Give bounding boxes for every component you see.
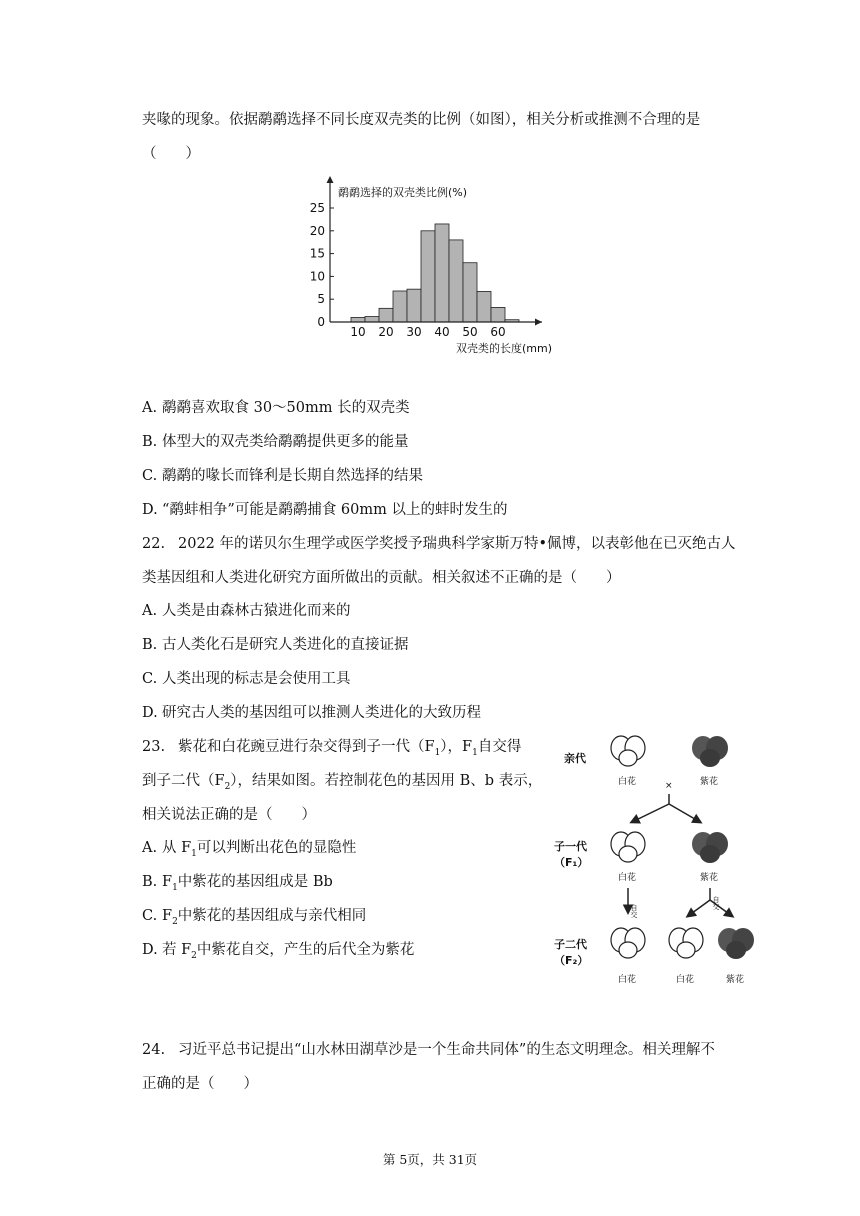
- x-tick-label-60: 60: [490, 325, 506, 339]
- f1-purple-self-label: 自交: [712, 896, 720, 910]
- y-axis-label: 鹬鹬选择的双壳类比例(%): [338, 186, 468, 199]
- histogram-bar-9: [477, 291, 491, 322]
- x-axis-label: 双壳类的长度(mm): [455, 342, 552, 355]
- histogram-bar-10: [491, 307, 505, 322]
- f2-purple-flower-icon: [718, 928, 754, 959]
- q22-stem-line2: 类基因组和人类进化研究方面所做出的贡献。相关叙述不正确的是（ ）: [142, 570, 621, 586]
- y-tick-label-10: 10: [309, 269, 325, 284]
- histogram-bar-5: [421, 231, 435, 322]
- histogram-bar-7: [449, 240, 463, 322]
- x-tick-label-20: 20: [378, 325, 394, 339]
- pea-cross-diagram: [550, 732, 770, 994]
- shell-length-histogram: [306, 172, 558, 358]
- q22-option-a: A. 人类是由森林古猿进化而来的: [142, 603, 351, 619]
- f2-white-flower-2-icon: [669, 928, 703, 958]
- f2-purple-label: 紫花: [726, 975, 745, 985]
- parent-purple-flower-icon: [692, 736, 728, 767]
- q21-stem-line1: 夹喙的现象。依据鹬鹬选择不同长度双壳类的比例（如图），相关分析或推测不合理的是: [142, 112, 701, 128]
- q21-option-b: B. 体型大的双壳类给鹬鹬提供更多的能量: [142, 434, 409, 450]
- parent-purple-label: 紫花: [700, 777, 719, 787]
- y-axis-arrow: [327, 176, 334, 183]
- q22-option-d: D. 研究古人类的基因组可以推测人类进化的大致历程: [142, 705, 481, 721]
- f1-white-self-label: 自交: [630, 904, 638, 918]
- q22-option-c: C. 人类出现的标志是会使用工具: [142, 671, 351, 687]
- q23-option-a: A. 从 $F_1$可以判断出花色的显隐性: [142, 840, 357, 859]
- f1-white-label: 白花: [618, 873, 637, 883]
- generation-f2-label: 子二代: [554, 938, 587, 951]
- q23-stem-line2: 到子二代$(F_2)$，结果如图。若控制花色的基因用 B、b 表示，: [142, 773, 543, 792]
- f2-white-label: 白花: [618, 975, 637, 985]
- y-tick-label-15: 15: [309, 246, 325, 261]
- generation-parent-label: 亲代: [564, 752, 586, 765]
- f2-white-label-2: 白花: [676, 975, 695, 985]
- y-tick-label-5: 5: [317, 292, 325, 307]
- histogram-bar-1: [365, 317, 379, 322]
- f1-white-flower-icon: [611, 832, 645, 862]
- histogram-bar-8: [463, 263, 477, 322]
- q23-option-d: D. 若 $F_2$中紫花自交，产生的后代全为紫花: [142, 942, 415, 961]
- f1-purple-flower-icon: [692, 832, 728, 863]
- f2-white-flower-icon: [611, 928, 645, 958]
- q24-stem-line1: 24. 习近平总书记提出“山水林田湖草沙是一个生命共同体”的生态文明理念。相关理解不: [142, 1042, 715, 1058]
- generation-f2-code: （F₂）: [554, 954, 589, 967]
- q21-option-d: D. “鹬蚌相争”可能是鹬鹬捕食 60mm 以上的蚌时发生的: [142, 502, 508, 518]
- q23-option-c: C. $F_2$中紫花的基因组成与亲代相同: [142, 908, 367, 927]
- y-tick-label-20: 20: [309, 223, 325, 238]
- q21-option-c: C. 鹬鹬的喙长而锋利是长期自然选择的结果: [142, 468, 423, 484]
- y-tick-label-0: 0: [317, 315, 325, 329]
- histogram-bar-6: [435, 224, 449, 322]
- y-tick-label-25: 25: [309, 201, 325, 215]
- page-footer: 第 5页，共 31页: [382, 1152, 478, 1167]
- x-tick-label-40: 40: [434, 325, 450, 339]
- f1-purple-label: 紫花: [700, 873, 719, 883]
- histogram-bar-2: [379, 308, 393, 322]
- parent-white-label: 白花: [618, 777, 637, 787]
- q21-stem-line2: （ ）: [142, 146, 200, 162]
- x-axis-arrow: [535, 319, 542, 326]
- q23-stem-line1: 23. 紫花和白花豌豆进行杂交得到子一代$(F_1)$，$F_1$自交得: [142, 739, 522, 758]
- generation-f1-code: （F₁）: [554, 856, 589, 869]
- x-tick-label-30: 30: [406, 325, 422, 339]
- x-tick-label-50: 50: [462, 325, 478, 339]
- histogram-bar-4: [407, 289, 421, 322]
- x-tick-label-10: 10: [350, 325, 366, 339]
- q21-option-a: A. 鹬鹬喜欢取食 30～50mm 长的双壳类: [142, 400, 410, 416]
- q22-option-b: B. 古人类化石是研究人类进化的直接证据: [142, 637, 409, 653]
- histogram-bar-3: [393, 291, 407, 322]
- q24-stem-line2: 正确的是（ ）: [142, 1076, 258, 1092]
- q22-stem-line1: 22. 2022 年的诺贝尔生理学或医学奖授予瑞典科学家斯万特•佩博，以表彰他在已灭绝古人: [142, 536, 736, 552]
- histogram-bar-0: [351, 317, 365, 322]
- generation-f1-label: 子一代: [554, 840, 587, 853]
- q23-option-b: B. $F_1$中紫花的基因组成是 Bb: [142, 874, 333, 893]
- cross-symbol: ×: [665, 781, 673, 791]
- q23-stem-line3: 相关说法正确的是（ ）: [142, 807, 316, 823]
- parent-white-flower-icon: [611, 736, 645, 766]
